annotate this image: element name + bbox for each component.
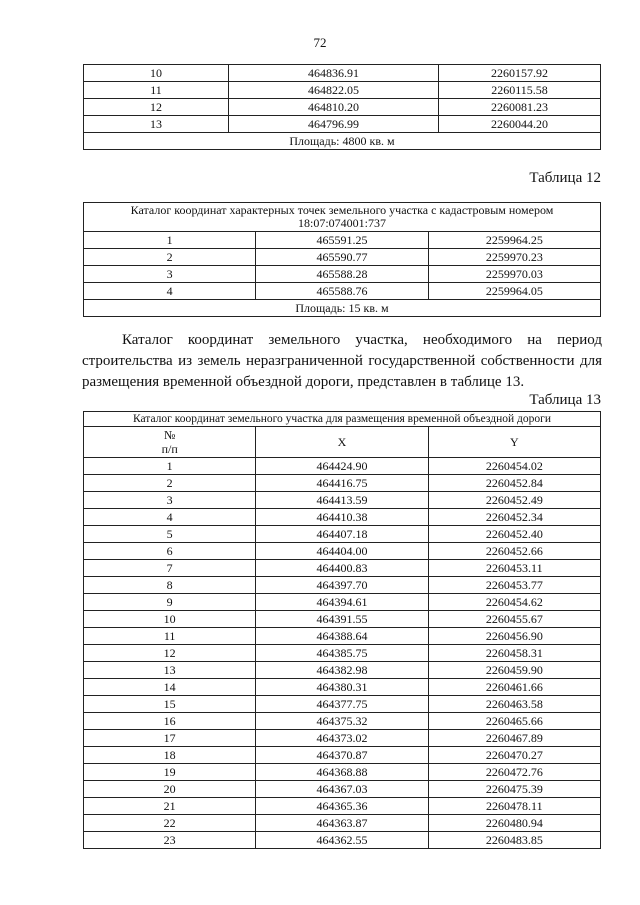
table13 — [83, 411, 601, 849]
table-row — [84, 594, 601, 611]
x-coordinate-cell: 464391.55 — [256, 611, 428, 628]
y-coordinate-cell: 2260452.34 — [428, 509, 600, 526]
t1-body — [84, 65, 601, 133]
x-coordinate-cell: 464836.91 — [229, 65, 439, 82]
point-number-cell: 18 — [84, 747, 256, 764]
x-coordinate-cell: 464796.99 — [229, 116, 439, 133]
x-coordinate-cell: 464385.75 — [256, 645, 428, 662]
y-coordinate-cell: 2260480.94 — [428, 815, 600, 832]
y-coordinate-cell: 2260454.62 — [428, 594, 600, 611]
point-number-cell: 14 — [84, 679, 256, 696]
point-number-cell: 22 — [84, 815, 256, 832]
table-row — [84, 475, 601, 492]
point-number-cell: 16 — [84, 713, 256, 730]
table-row — [84, 266, 601, 283]
x-coordinate-cell: 464365.36 — [256, 798, 428, 815]
page-number: 72 — [313, 35, 327, 50]
x-coordinate-cell: 464370.87 — [256, 747, 428, 764]
y-coordinate-cell: 2260475.39 — [428, 781, 600, 798]
y-coordinate-cell: 2260461.66 — [428, 679, 600, 696]
table-row — [84, 458, 601, 475]
point-number-cell: 11 — [84, 628, 256, 645]
table12 — [83, 202, 601, 317]
y-coordinate-cell: 2260452.84 — [428, 475, 600, 492]
x-coordinate-cell: 464410.38 — [256, 509, 428, 526]
x-coordinate-cell: 464394.61 — [256, 594, 428, 611]
t2-caption: Каталог координат характерных точек земельного участка с кадастровым номером 18:07:074001:737 — [84, 203, 601, 232]
point-number-cell: 13 — [84, 116, 229, 133]
table-row — [84, 611, 601, 628]
point-number-cell: 12 — [84, 99, 229, 116]
x-coordinate-cell: 464377.75 — [256, 696, 428, 713]
table-row — [84, 730, 601, 747]
point-number-cell: 11 — [84, 82, 229, 99]
x-coordinate-cell: 464380.31 — [256, 679, 428, 696]
t2-area: Площадь: 15 кв. м — [84, 300, 601, 317]
point-number-cell: 7 — [84, 560, 256, 577]
table-row — [84, 509, 601, 526]
t1-area-row — [84, 133, 601, 150]
table-row — [84, 232, 601, 249]
y-coordinate-cell: 2260157.92 — [439, 65, 601, 82]
x-coordinate-cell: 464388.64 — [256, 628, 428, 645]
header-number: № п/п — [84, 427, 256, 458]
point-number-cell: 5 — [84, 526, 256, 543]
table-row — [84, 696, 601, 713]
y-coordinate-cell: 2260453.11 — [428, 560, 600, 577]
x-coordinate-cell: 464362.55 — [256, 832, 428, 849]
point-number-cell: 3 — [84, 492, 256, 509]
y-coordinate-cell: 2260463.58 — [428, 696, 600, 713]
y-coordinate-cell: 2260454.02 — [428, 458, 600, 475]
x-coordinate-cell: 464424.90 — [256, 458, 428, 475]
point-number-cell: 4 — [84, 509, 256, 526]
x-coordinate-cell: 464382.98 — [256, 662, 428, 679]
y-coordinate-cell: 2260453.77 — [428, 577, 600, 594]
x-coordinate-cell: 464368.88 — [256, 764, 428, 781]
t2-body — [84, 232, 601, 300]
table-row — [84, 815, 601, 832]
point-number-cell: 2 — [84, 475, 256, 492]
table-row — [84, 628, 601, 645]
table-row — [84, 65, 601, 82]
table-row — [84, 492, 601, 509]
header-x: X — [256, 427, 428, 458]
table13-label: Таблица 13 — [529, 392, 601, 408]
table-row — [84, 116, 601, 133]
y-coordinate-cell: 2260452.66 — [428, 543, 600, 560]
table-row — [84, 713, 601, 730]
t1-area: Площадь: 4800 кв. м — [84, 133, 601, 150]
t3-body — [84, 458, 601, 849]
table-row — [84, 543, 601, 560]
y-coordinate-cell: 2260455.67 — [428, 611, 600, 628]
point-number-cell: 1 — [84, 458, 256, 475]
table-row — [84, 526, 601, 543]
x-coordinate-cell: 464404.00 — [256, 543, 428, 560]
y-coordinate-cell: 2260465.66 — [428, 713, 600, 730]
x-coordinate-cell: 464397.70 — [256, 577, 428, 594]
point-number-cell: 19 — [84, 764, 256, 781]
point-number-cell: 12 — [84, 645, 256, 662]
coordinates-table-continued — [83, 64, 601, 150]
paragraph-text: Каталог координат земельного участка, необходимого на период строительства из земель неразграниченной государственной собственности для размещения временной объездной дороги, представлен в таблице 13. — [82, 332, 602, 390]
point-number-cell: 13 — [84, 662, 256, 679]
t3-caption-row — [84, 412, 601, 427]
x-coordinate-cell: 465590.77 — [256, 249, 428, 266]
y-coordinate-cell: 2260458.31 — [428, 645, 600, 662]
table-row — [84, 82, 601, 99]
table-row — [84, 781, 601, 798]
y-coordinate-cell: 2260456.90 — [428, 628, 600, 645]
table-row — [84, 99, 601, 116]
t2-caption-row — [84, 203, 601, 232]
point-number-cell: 3 — [84, 266, 256, 283]
y-coordinate-cell: 2260478.11 — [428, 798, 600, 815]
point-number-cell: 20 — [84, 781, 256, 798]
t3-header-row — [84, 427, 601, 458]
y-coordinate-cell: 2260483.85 — [428, 832, 600, 849]
x-coordinate-cell: 464363.87 — [256, 815, 428, 832]
point-number-cell: 23 — [84, 832, 256, 849]
table-row — [84, 560, 601, 577]
header-y: Y — [428, 427, 600, 458]
x-coordinate-cell: 464822.05 — [229, 82, 439, 99]
table12-label: Таблица 12 — [529, 170, 601, 186]
y-coordinate-cell: 2259970.03 — [428, 266, 600, 283]
table-row — [84, 747, 601, 764]
x-coordinate-cell: 464413.59 — [256, 492, 428, 509]
point-number-cell: 21 — [84, 798, 256, 815]
table-row — [84, 577, 601, 594]
point-number-cell: 1 — [84, 232, 256, 249]
body-paragraph — [82, 330, 602, 393]
x-coordinate-cell: 464407.18 — [256, 526, 428, 543]
point-number-cell: 6 — [84, 543, 256, 560]
y-coordinate-cell: 2260081.23 — [439, 99, 601, 116]
point-number-cell: 2 — [84, 249, 256, 266]
point-number-cell: 4 — [84, 283, 256, 300]
y-coordinate-cell: 2260470.27 — [428, 747, 600, 764]
point-number-cell: 15 — [84, 696, 256, 713]
t2-area-row — [84, 300, 601, 317]
table-row — [84, 645, 601, 662]
point-number-cell: 10 — [84, 65, 229, 82]
y-coordinate-cell: 2259964.05 — [428, 283, 600, 300]
point-number-cell: 8 — [84, 577, 256, 594]
x-coordinate-cell: 464373.02 — [256, 730, 428, 747]
y-coordinate-cell: 2260472.76 — [428, 764, 600, 781]
y-coordinate-cell: 2260452.49 — [428, 492, 600, 509]
y-coordinate-cell: 2260044.20 — [439, 116, 601, 133]
x-coordinate-cell: 465591.25 — [256, 232, 428, 249]
table-row — [84, 249, 601, 266]
point-number-cell: 10 — [84, 611, 256, 628]
y-coordinate-cell: 2260467.89 — [428, 730, 600, 747]
table-row — [84, 798, 601, 815]
y-coordinate-cell: 2260452.40 — [428, 526, 600, 543]
x-coordinate-cell: 464367.03 — [256, 781, 428, 798]
table-row — [84, 662, 601, 679]
table-row — [84, 764, 601, 781]
t3-caption: Каталог координат земельного участка для размещения временной объездной дороги — [84, 412, 601, 427]
x-coordinate-cell: 465588.76 — [256, 283, 428, 300]
x-coordinate-cell: 464416.75 — [256, 475, 428, 492]
x-coordinate-cell: 464810.20 — [229, 99, 439, 116]
x-coordinate-cell: 464400.83 — [256, 560, 428, 577]
x-coordinate-cell: 464375.32 — [256, 713, 428, 730]
table-row — [84, 832, 601, 849]
x-coordinate-cell: 465588.28 — [256, 266, 428, 283]
y-coordinate-cell: 2259970.23 — [428, 249, 600, 266]
y-coordinate-cell: 2260459.90 — [428, 662, 600, 679]
table-row — [84, 283, 601, 300]
point-number-cell: 9 — [84, 594, 256, 611]
y-coordinate-cell: 2260115.58 — [439, 82, 601, 99]
y-coordinate-cell: 2259964.25 — [428, 232, 600, 249]
table-row — [84, 679, 601, 696]
point-number-cell: 17 — [84, 730, 256, 747]
